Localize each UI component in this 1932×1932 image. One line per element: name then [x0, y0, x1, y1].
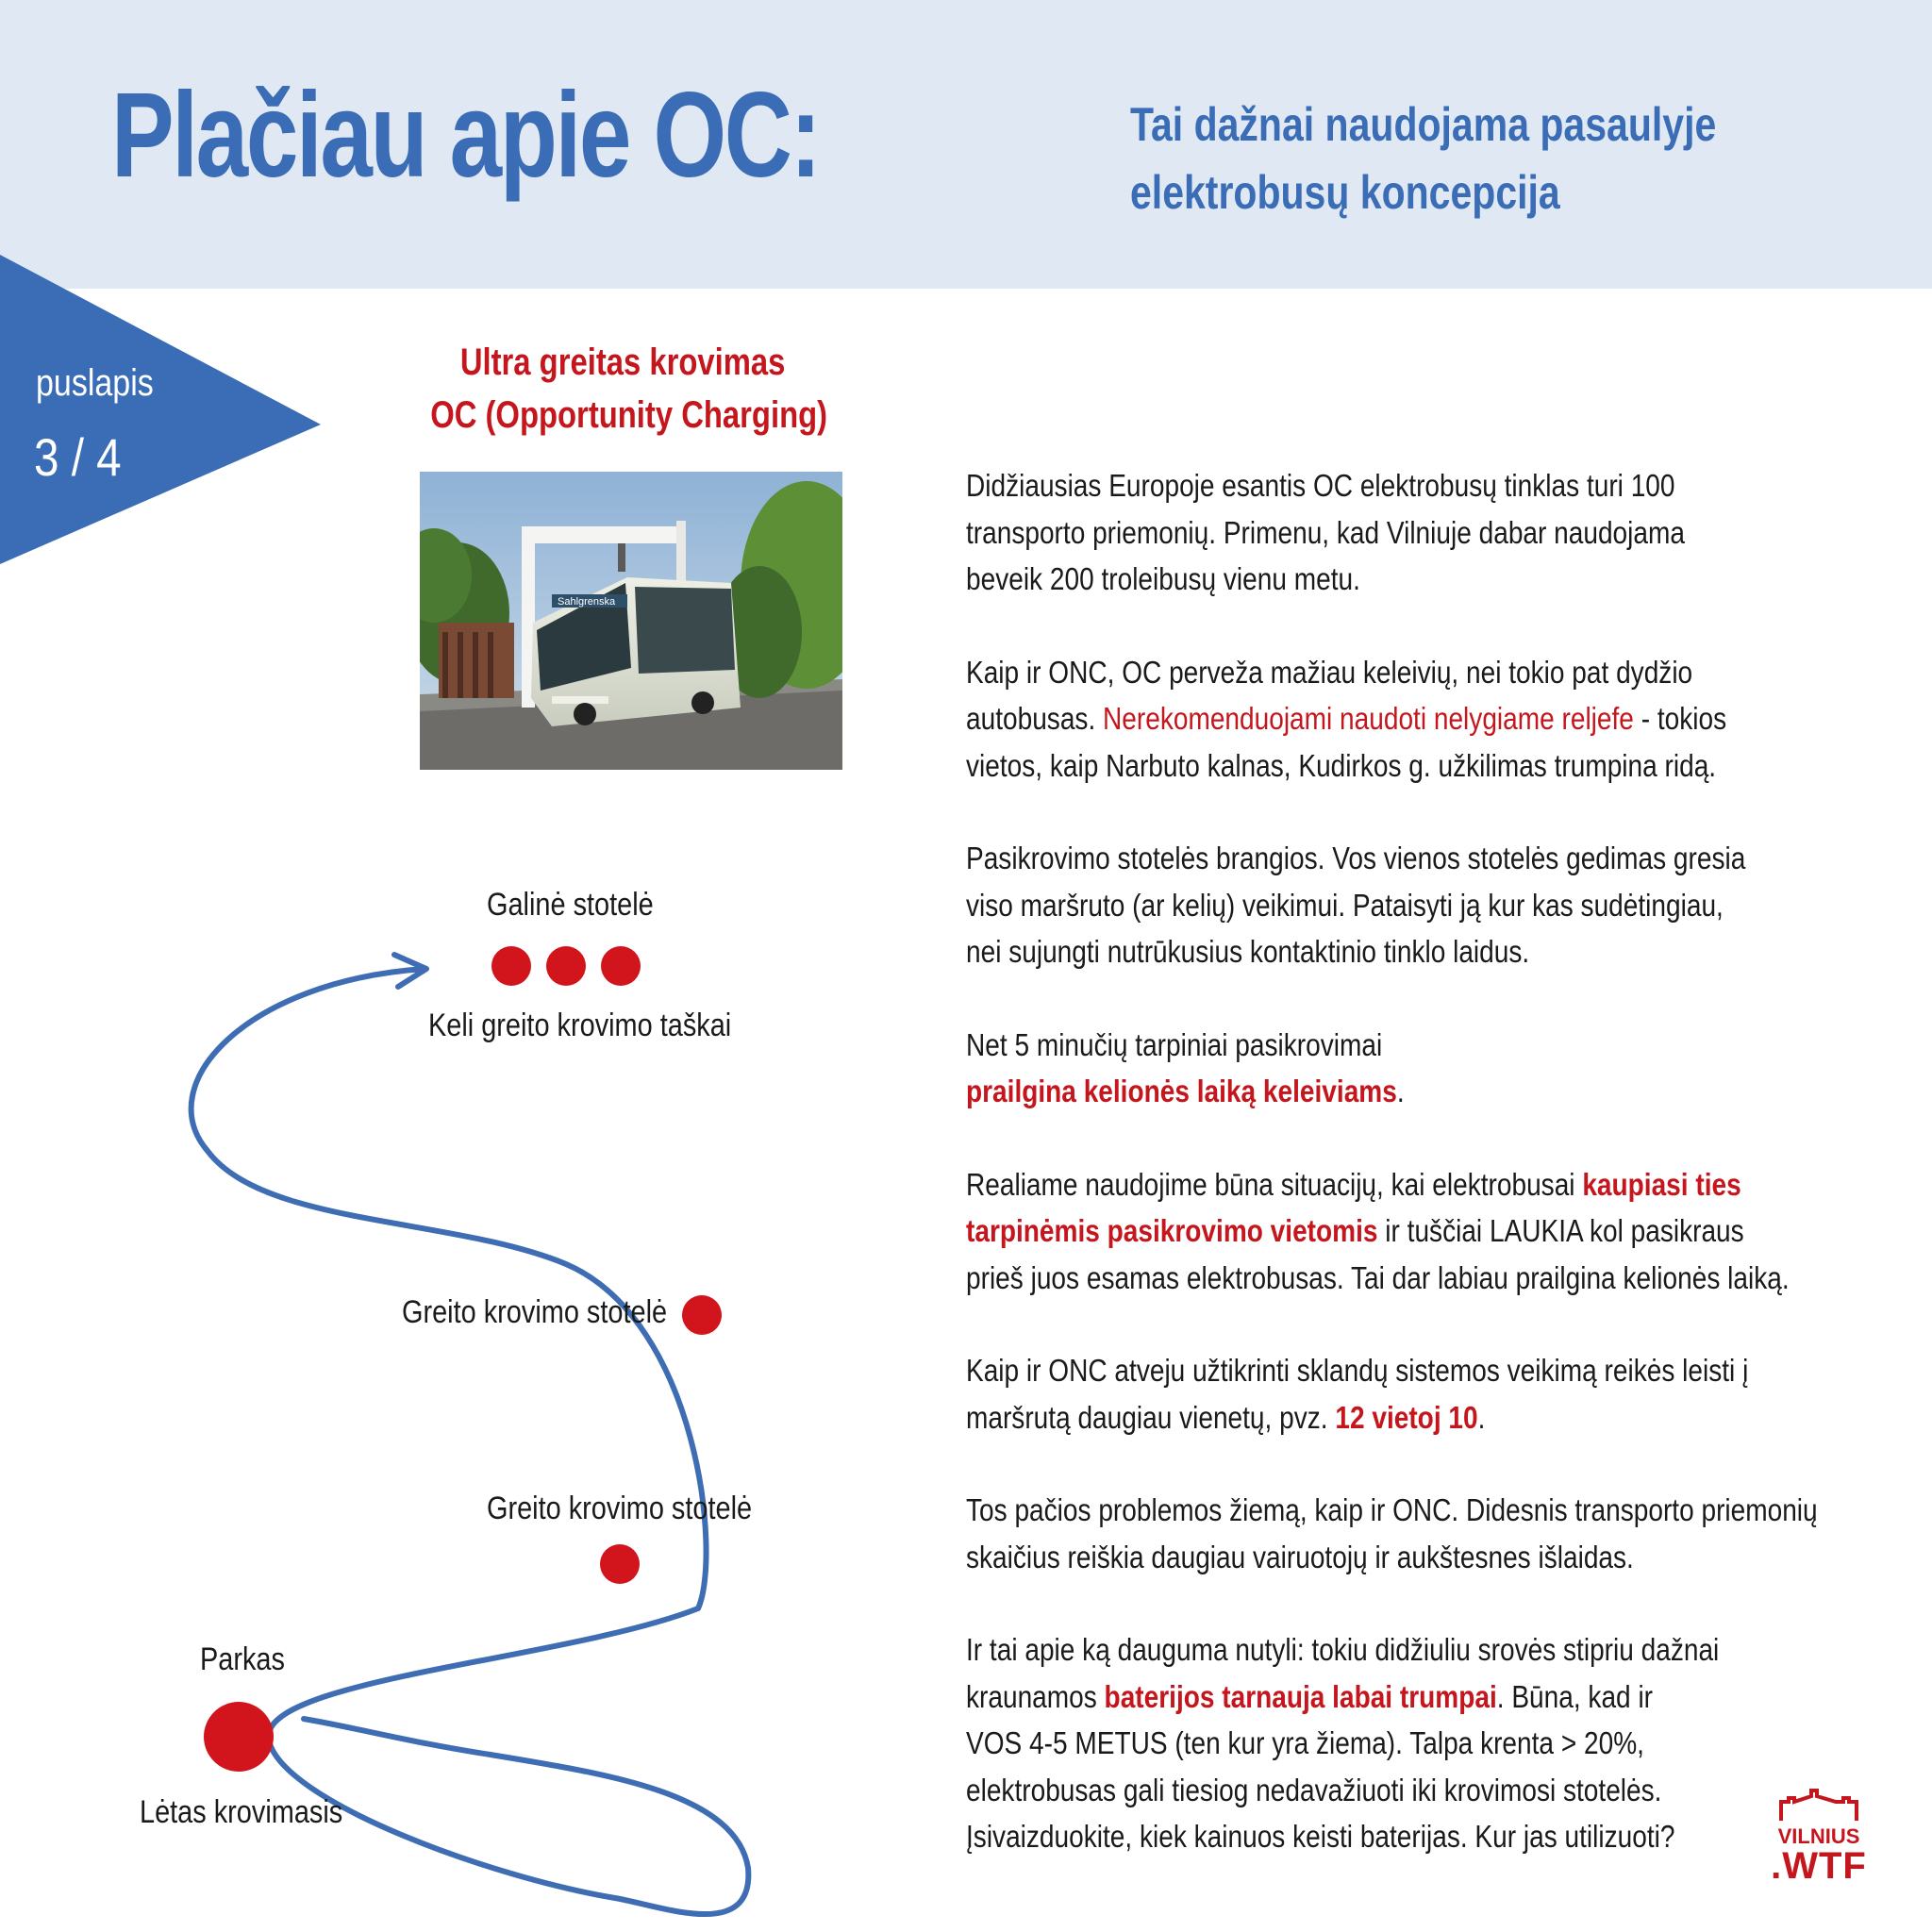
- paragraph-3-line-2: viso maršruto (ar kelių) veikimui. Pataisyti ją kur kas sudėtingiau,: [966, 887, 1724, 923]
- depot-dot: [204, 1702, 274, 1772]
- paragraph-5-line-1-start: Realiame naudojime būna situacijų, kai elektrobusai: [966, 1166, 1583, 1202]
- paragraph-6-line-1: Kaip ir ONC atveju užtikrinti sklandų sistemos veikimą reikės leisti į: [966, 1353, 1749, 1388]
- paragraph-4-line-1: Net 5 minučių tarpiniai pasikrovimai: [966, 1026, 1383, 1062]
- logo-line-2: .WTF: [1771, 1845, 1867, 1887]
- fast-stop-label-1: Greito krovimo stotelė: [402, 1294, 668, 1330]
- route-line: [192, 969, 749, 1914]
- paragraph-5-highlight-2: tarpinėmis pasikrovimo vietomis: [966, 1213, 1378, 1248]
- paragraph-5-line-3: prieš juos esamas elektrobusas. Tai dar labiau prailgina kelionės laiką.: [966, 1259, 1790, 1295]
- paragraph-1: [966, 462, 1889, 603]
- end-stop-dot-3: [601, 946, 641, 986]
- bus-photo: [420, 472, 842, 770]
- paragraph-1-line-2: transporto priemonių. Primenu, kad Vilniuje dabar naudojama: [966, 514, 1685, 550]
- fast-stop-dot-1: [682, 1295, 722, 1335]
- paragraph-3-line-1: Pasikrovimo stotelės brangios. Vos vienos stotelės gedimas gresia: [966, 841, 1746, 875]
- depot-label: Parkas: [200, 1641, 285, 1677]
- end-stop-dot-1: [491, 946, 531, 986]
- paragraph-2-line-2-end: - tokios: [1633, 701, 1727, 736]
- vilnius-wtf-logo: [1762, 1787, 1875, 1890]
- paragraph-5-highlight-1: kaupiasi ties: [1582, 1166, 1741, 1202]
- end-stop-label: Galinė stotelė: [487, 887, 654, 923]
- page-indicator-triangle: [0, 255, 321, 564]
- paragraph-8-line-4: elektrobusas gali tiesiog nedavažiuoti iki krovimosi stotelės.: [966, 1772, 1662, 1807]
- paragraph-7-line-1: Tos pačios problemos žiemą, kaip ir ONC. Didesnis transporto priemonių: [966, 1492, 1818, 1527]
- paragraph-8-line-3: VOS 4-5 METUS (ten kur yra žiema). Talpa krenta > 20%,: [966, 1725, 1644, 1760]
- page-title: Plačiau apie OC:: [111, 68, 820, 203]
- paragraph-1-line-1: Didžiausias Europoje esantis OC elektrobusų tinklas turi 100: [966, 468, 1675, 503]
- paragraph-4-line-2-end: .: [1396, 1074, 1405, 1108]
- end-stop-note: Keli greito krovimo taškai: [428, 1008, 732, 1043]
- paragraph-5: [966, 1161, 1889, 1302]
- paragraph-2-highlight: Nerekomenduojami naudoti nelygiame reljefe: [1103, 701, 1634, 736]
- paragraph-7-line-2: skaičius reiškia daugiau vairuotojų ir aukštesnes išlaidas.: [966, 1539, 1634, 1574]
- paragraph-3-line-3: nei sujungti nutrūkusius kontaktinio tinklo laidus.: [966, 934, 1530, 969]
- paragraph-5-line-2-end: ir tuščiai LAUKIA kol pasikraus: [1377, 1213, 1744, 1248]
- page-indicator-number: 3 / 4: [34, 427, 122, 487]
- paragraph-8: [966, 1626, 1889, 1860]
- paragraph-8-line-2-end: . Būna, kad ir: [1496, 1678, 1654, 1714]
- paragraph-2-line-2-start: autobusas.: [966, 701, 1104, 736]
- paragraph-2-line-1: Kaip ir ONC, OC perveža mažiau keleivių, nei tokio pat dydžio: [966, 654, 1693, 690]
- paragraph-2-line-3: vietos, kaip Narbuto kalnas, Kudirkos g. užkilimas trumpina ridą.: [966, 747, 1717, 783]
- section-heading-line-2: OC (Opportunity Charging): [430, 394, 828, 436]
- paragraph-4: [966, 1022, 1889, 1115]
- paragraph-6: [966, 1347, 1889, 1441]
- fast-stop-label-2: Greito krovimo stotelė: [487, 1491, 753, 1526]
- page-indicator-label: puslapis: [36, 362, 154, 404]
- depot-note: Lėtas krovimasis: [140, 1794, 343, 1830]
- paragraph-8-highlight: baterijos tarnauja labai trumpai: [1104, 1678, 1497, 1714]
- page-subtitle: [1130, 91, 1716, 226]
- end-stop-dot-2: [546, 946, 586, 986]
- subtitle-line-1: Tai dažnai naudojama pasaulyje: [1130, 98, 1717, 151]
- paragraph-6-line-2-end: .: [1477, 1399, 1486, 1435]
- paragraph-8-line-5: Įsivaizduokite, kiek kainuos keisti baterijas. Kur jas utilizuoti?: [966, 1819, 1675, 1854]
- paragraph-6-highlight: 12 vietoj 10: [1335, 1399, 1478, 1435]
- paragraph-4-highlight: prailgina kelionės laiką keleiviams: [966, 1074, 1397, 1108]
- section-heading-line-1: Ultra greitas krovimas: [459, 341, 786, 383]
- bus-destination-sign: Sahlgrenska: [558, 596, 616, 608]
- paragraph-8-line-1: Ir tai apie ką dauguma nutyli: tokiu didžiuliu srovės stipriu dažnai: [966, 1632, 1720, 1667]
- castle-icon: [1762, 1787, 1875, 1824]
- fast-stop-dot-2: [600, 1544, 640, 1584]
- paragraph-7: [966, 1487, 1889, 1580]
- section-heading: [387, 336, 858, 441]
- paragraph-6-line-2-start: maršrutą daugiau vienetų, pvz.: [966, 1399, 1336, 1435]
- paragraph-2: [966, 649, 1889, 790]
- paragraph-3: [966, 835, 1889, 975]
- paragraph-1-line-3: beveik 200 troleibusų vienu metu.: [966, 561, 1360, 596]
- paragraph-8-line-2-start: kraunamos: [966, 1678, 1105, 1714]
- logo-line-1: VILNIUS: [1777, 1824, 1860, 1848]
- subtitle-line-2: elektrobusų koncepcija: [1130, 166, 1560, 219]
- body-text: [966, 462, 1890, 1907]
